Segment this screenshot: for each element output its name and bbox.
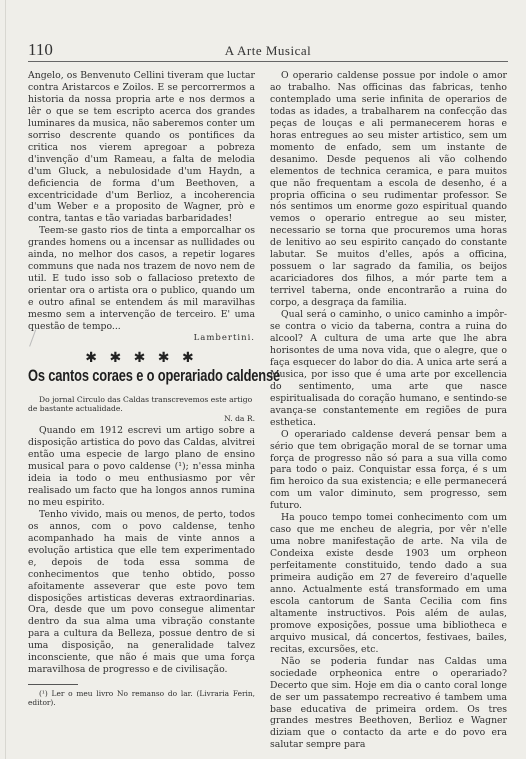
paragraph: O operario caldense possue por indole o amor ao trabalho. Nas officinas das fabricas, tenho contemplado uma serie infinita de operarios de todas as idades, a trabalharem na confecção das peças de louças e ali permanecerem horas e horas entregues ao seu mister artistico, sem um momento de enfado, sem um instante de desanimo. Desde pequenos ali vão colhendo elementos de technica ceramica, e para muitos que não frequentam a escola de desenho, é a propria officina o seu rudimentar professor. Se nós sentimos um enorme gozo espiritual quando vemos o operario entregue ao seu mister, necessario se torna que procuremos uma horas de lenitivo ao seu espirito cançado do constante labutar. Se muitos d'elles, após a officina, possuem o lar sagrado da familia, os beijos acariciadores dos filhos, a mór parte tem a terrivel taberna, onde encontrarão a ruina do corpo, a desgraça da familia. [270,70,507,309]
paragraph: Tenho vivido, mais ou menos, de perto, todos os annos, com o povo caldense, tenho acompanhado ha mais de vinte annos a evolução artistica que elle tem experimentado e, depois de toda essa somma de conhecimentos que tenho obtido, posso afoitamente asseverar que este povo tem disposições artisticas deveras extraordinarias. Ora, desde que um povo consegue alimentar dentro da sua alma uma vibração constante para a cultura da Belleza, possue dentro de si uma disposição, na generalidade talvez inconsciente, que não é mais que uma força maravilhosa de progresso e de civilisação. [28,508,255,676]
paragraph: O operariado caldense deverá pensar bem a sério que tem obrigação moral de se tornar uma força de progresso não só para a sua villa como para todo o paiz. Conquistar essa força, é s um fim heroico da sua existencia; e elle permanecerá com um valor diminuto, sem progresso, sem futuro. [270,428,507,512]
page-edge-line [5,0,6,759]
author-signature: Lambertini. [193,332,255,343]
left-column [28,70,280,708]
paragraph: Qual será o caminho, o unico caminho a impôr-se contra o vicio da taberna, contra a ruina do alcool? A cultura de uma arte que lhe abra horisontes de uma nova vida, que o alegre, que o faça esquecer do labor do dia. A unica arte será a Musica, por isso que é uma arte por excellencia do sentimento, uma arte que nasce espiritualisada do coração humano, e sentindo-se avança-se constantemente em regiões de pura esthetica. [270,309,507,428]
paragraph: Não se poderia fundar nas Caldas uma sociedade orpheonica entre o operariado? Decerto que sim. Hoje em dia o canto coral longe de ser um passatempo recreativo é tambem uma base educativa de primeira ordem. Os tres grandes mestres Beethoven, Berlioz e Wagner diziam que o contacto da arte e do povo era salutar sempre para [270,655,507,751]
article-title: Os cantos coraes e o operariado caldense [28,366,280,385]
page-number: 110 [28,40,53,59]
running-title: A Arte Musical [224,43,312,58]
page-header [28,40,508,60]
header-rule [28,61,508,62]
section-separator: ✱ ✱ ✱ ✱ ✱ [85,349,198,366]
paragraph: Quando em 1912 escrevi um artigo sobre a disposição artistica do povo das Caldas, alvitrei então uma especie de largo plano de ensino musical para o povo caldense (¹); n'essa minha ideia ia todo o meu enthusiasmo por vêr realisado um facto que ha longos annos rumina no meu espirito. [28,425,255,508]
source-note: Do jornal Circulo das Caldas transcrevemos este artigo de bastante actualidade. [28,394,253,414]
editor-note-credit: N. da R. [224,414,255,424]
footnote-rule [28,684,78,685]
right-column [270,70,507,751]
paragraph: Teem-se gasto rios de tinta a emporcalhar os grandes homens ou a incensar as nullidades ou ainda, no melhor dos casos, a repetir logares communs que nada nos trazem de novo nem de util. E tudo isso sob o fallacioso pretexto de orientar ora o artista ora o publico, quando um e outro afinal se entendem ás mil maravilhas mesmo sem a intervenção de terceiro. E' uma questão de tempo... [28,225,255,333]
paragraph: Ha pouco tempo tomei conhecimento com um caso que me encheu de alegria, por vêr n'elle uma nobre manifestação de arte. Na vila de Condeixa existe desde 1903 um orpheon perfeitamente constituido, tendo dado a sua primeira audição em 27 de fevereiro d'aquelle anno. Actualmente está transformado em uma escola cantorum de Santa Cecilia com fins altamente instructivos. Pois além de aulas, promove exposições, possue uma bibliotheca e arquivo musical, dá concertos, festivaes, bailes, recitas, excursões, etc. [270,512,507,655]
paragraph: Angelo, os Benvenuto Cellini tiveram que luctar contra Aristarcos e Zoilos. E se percorrermos a historia da nossa propria arte e nos dermos a lêr o que se tem escripto acerca dos grandes luminares da musica, não saberemos conter um sorriso descrente quando os pontifices da critica nos vierem apregoar a pobreza d'invenção d'um Rameau, a falta de melodia d'um Gluck, a nebulosidade d'um Haydn, a deficiencia de forma d'um Beethoven, a excentricidade d'um Berlioz, a incoherencia d'um Weber e a proposito de Wagner, prò e contra, tantas e tão variadas barbaridades! [28,70,255,225]
footnote: (¹) Ler o meu livro No remanso do lar. (Livraria Ferin, editor). [28,689,255,708]
